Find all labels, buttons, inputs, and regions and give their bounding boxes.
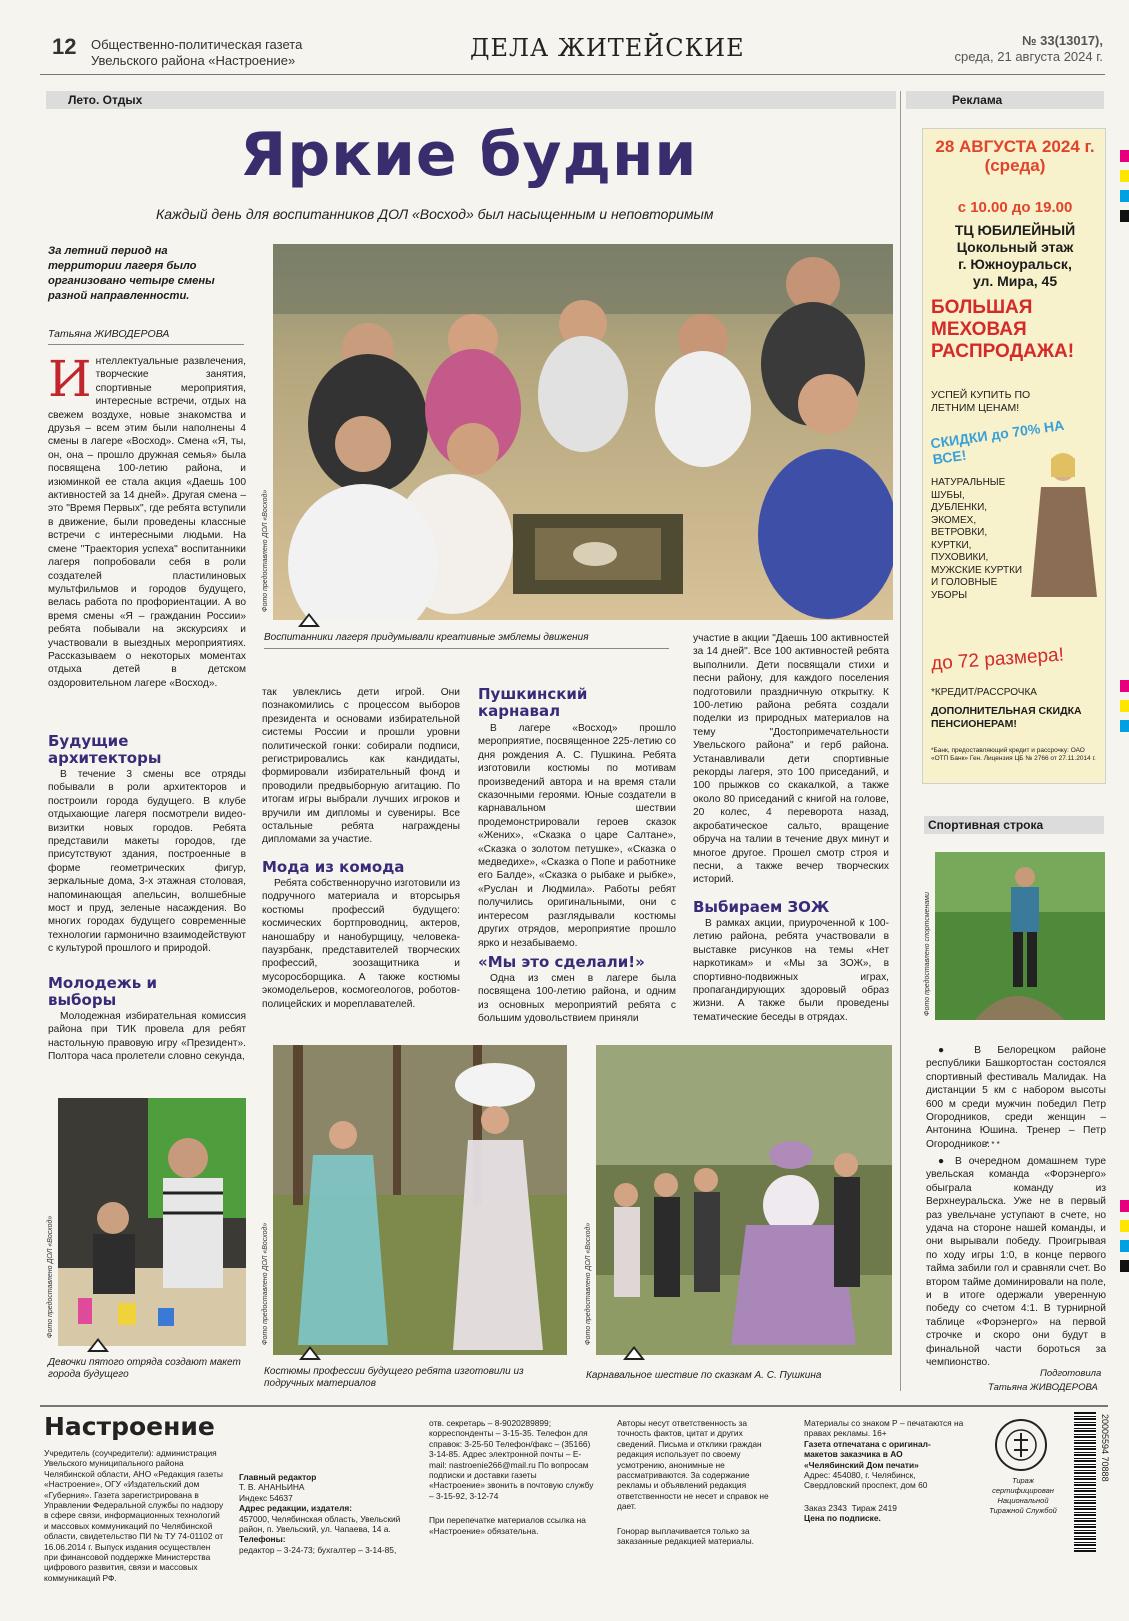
sport-rubric-bar xyxy=(924,816,1104,834)
girls-caption: Девочки пятого отряда создают макет города будущего xyxy=(48,1357,241,1380)
article-author: Татьяна ЖИВОДЕРОВА xyxy=(48,328,170,340)
barcode-bars xyxy=(1074,1412,1096,1552)
print-color-mark xyxy=(1120,700,1129,712)
main-caption-rule xyxy=(264,648,669,649)
page-header xyxy=(0,0,1129,90)
print-color-mark xyxy=(1120,190,1129,202)
drop-cap: И xyxy=(48,350,92,408)
footer-contacts: отв. секретарь – 8-9020289899; корреспонденты – 3-15-35. Телефон для справок: 3-25-50 Телефон/факс – (35166) 3-14-85. Адрес электронной почты – E-mail: nastroenie266@mail.ru По вопросам подписки и доставки газеты «Настроение» звонить в почтовую службу – 3-15-92, 3-12-74 При перепечатке материалов ссылка на «Настроение» обязательна. xyxy=(429,1418,594,1536)
footer xyxy=(44,1412,1114,1583)
ad-item: МУЖСКИЕ КУРТКИ xyxy=(931,564,1023,576)
barcode xyxy=(1074,1412,1108,1552)
caption-marker-main xyxy=(298,613,320,627)
ad-extra: ДОПОЛНИТЕЛЬНАЯ СКИДКА ПЕНСИОНЕРАМ! xyxy=(931,705,1082,730)
print-color-mark xyxy=(1120,1200,1129,1212)
girls-photo xyxy=(58,1098,246,1346)
girls-photo-credit: Фото предоставлено ДОЛ «Восход» xyxy=(47,1215,54,1338)
print-color-mark xyxy=(1120,150,1129,162)
publisher-line-2: Увельского района «Настроение» xyxy=(91,53,296,68)
footer-editor-block: Главный редактор Т. В. АНАНЬИНА Индекс 54637 Адрес редакции, издателя: 457000, Челябинская область, Увельский район, п. Увельский, ул. Чапаева, 14 а. Телефоны: редактор – 3-24-73; бухгалтер – 3-14-85, xyxy=(239,1472,401,1555)
ad-discount: СКИДКИ до 70% НА ВСЕ! xyxy=(929,416,1066,468)
issue-date: среда, 21 августа 2024 г. xyxy=(954,49,1103,64)
carnival-photo-image xyxy=(596,1045,892,1355)
main-photo-caption: Воспитанники лагеря придумывали креативные эмблемы движения xyxy=(264,632,589,643)
sport-photo-credit: Фото предоставлено спортсменами xyxy=(924,892,931,1016)
seal-caption: Тираж сертифицирован Национальной Тиражной Службой xyxy=(989,1476,1057,1515)
sport-photo xyxy=(935,852,1105,1020)
youth-text: Молодежная избирательная комиссия района при ТИК провела для ребят настольную правовую игру «Президент». Полтора часа пролетели словно секунда, xyxy=(48,1011,246,1063)
costumes-photo xyxy=(273,1045,567,1355)
caption-marker-girls xyxy=(87,1338,109,1352)
ad-rubric-bar xyxy=(906,91,1104,109)
ad-item: ДУБЛЕНКИ, xyxy=(931,502,988,513)
architects-heading: Будущие архитекторы xyxy=(48,732,162,767)
done-text: Одна из смен в лагере была посвящена 100-летию района, и одним из основных мероприятий ребята с большим удовольствием приняли xyxy=(478,973,676,1025)
fashion-heading: Мода из комода xyxy=(262,858,405,876)
main-photo-image xyxy=(273,244,893,620)
ad-sub: УСПЕЙ КУПИТЬ ПО ЛЕТНИМ ЦЕНАМ! xyxy=(931,389,1031,414)
intro-column xyxy=(48,350,246,690)
article-subtitle: Каждый день для воспитанников ДОЛ «Восход» был насыщенным и неповторимым xyxy=(156,206,714,222)
carnival-photo-credit: Фото предоставлено ДОЛ «Восход» xyxy=(585,1222,592,1345)
ad-place-2: Цокольный этаж xyxy=(956,239,1074,255)
ad-bank: *Банк, предоставляющий кредит и рассрочку: ОАО «ОТП Банк» Ген. Лицензия ЦБ № 2766 от 27.11.2014 г. xyxy=(931,747,1096,762)
article-lead: За летний период на территории лагеря было организовано четыре смены разной направленности. xyxy=(48,245,215,302)
carnival-photo xyxy=(596,1045,892,1355)
fur-sale-ad xyxy=(922,128,1106,784)
ad-item: И ГОЛОВНЫЕ УБОРЫ xyxy=(931,577,998,601)
print-color-mark xyxy=(1120,210,1129,222)
ad-place-4: ул. Мира, 45 xyxy=(972,273,1058,289)
print-color-mark xyxy=(1120,680,1129,692)
bullet-icon: ● xyxy=(938,1045,975,1056)
youth-heading: Молодежь и выборы xyxy=(48,974,157,1009)
main-photo-credit: Фото предоставлено ДОЛ «Восход» xyxy=(262,489,269,612)
caption-marker-costumes xyxy=(299,1346,321,1360)
barcode-number: 20005594 70888 xyxy=(1100,1414,1110,1482)
intro-text: нтеллектуальные развлечения, творческие занятия, спортивные мероприятия, интересные встречи, отдых на свежем воздухе, новые знакомства и друзья – всем этим были наполнены 4 смены в лагере «Восход». Смена «Я, ты, он, она – прошло дружная семья» была посвящена 100-летию района, и изюминкой ее стала акция «Даешь 100 активностей за 14 дней». Другая смена – это "Время Первых", где ребята вступили в движение, были проведены классные встречи с интересными людьми. На смене "Траектория успеха" воспитанники лагеря попробовали себя в роли создателей пластилиновых мультфильмов и городов будущего, велась работа по профориентации. А во время смены «Я – гражданин России» ребята побывали на экскурсиях и участвовали в выездных мероприятиях. Рассказываем о некоторых моментах отдыха детей в детском оздоровительном лагере «Восход». xyxy=(48,356,246,689)
print-color-mark xyxy=(1120,1240,1129,1252)
pushkin-heading: Пушкинский карнавал xyxy=(478,685,588,720)
fashion-text: Ребята собственноручно изготовили из подручного материала и вторсырья костюмы профессий будущего: космических бортпроводниц, актеров, наношабру и нанобурщицу, человека-паузрбанк, представителей творческих профессий, зоозащитника и мусоросборщика. А также костюмы экомодельеров, космогеологов, роботов-полицейских и мореплавателей. xyxy=(262,878,460,1010)
column-divider xyxy=(900,91,901,1391)
ad-item: НАТУРАЛЬНЫЕ ШУБЫ, xyxy=(931,477,1006,501)
footer-responsibility: Авторы несут ответственность за точность фактов, цитат и других сведений. Письма и отклики граждан редакция использует по своему усмотрению, анонимные не рассматриваются. За содержание рекламы и объявлений редакция ответственности не несет и справок не дает. Гонорар выплачивается только за заказанные редакцией материалы. xyxy=(617,1418,769,1547)
costumes-photo-image xyxy=(273,1045,567,1355)
ad-rubric: Реклама xyxy=(952,93,1003,107)
author-rule xyxy=(48,344,244,345)
bullet-icon: ● xyxy=(938,1156,956,1167)
sport-rubric: Спортивная строка xyxy=(928,818,1044,832)
print-color-mark xyxy=(1120,1220,1129,1232)
sport-item-2: ● В очередном домашнем туре увельская команда «Форэнерго» обыграла команду из Верхнеуральска. Уже не в первый раз увельчане уступают в счете, но удача на стороне нашей команды, и они вырывали победу. Проигрывая по ходу игры 1:0, в конце первого тайма забили гол и сравняли счет. Во втором тайме доминировали на поле, и в итоге одержали уверенную победу со счетом 4:1. В турнирной таблице «Форэнерго» на первой строчке и скоро они будут в финальной части бороться за чемпионство. xyxy=(926,1156,1107,1369)
done-continued: участие в акции "Даешь 100 активностей за 14 дней". Все 100 активностей ребята выполнили. Дети посвящали стихи и песни району, для каждого поселения подготовили праздничную открытку. К 100-летию района ребята создали поделки из природных материалов на тему "Достопримечательности Увельского района" и герб района. Устанавливали дети спортивные рекорды лагеря, это 100 приседаний, и 100 прыжков со скакалкой, а также около 80 приседаний с книгой на голове, 20 колес, 4 переворота назад, акробатическое сальто, вращение обруча на талии в течение двух минут и многое другое. Прошел смотр строя и песни, а также вечер творческих историй. xyxy=(693,633,889,886)
issue-number: № 33(13017), xyxy=(1022,33,1103,48)
ad-item: КУРТКИ, xyxy=(931,539,972,551)
page-number: 12 xyxy=(52,34,77,59)
header-rule xyxy=(40,74,1105,75)
footer-founders: Учредитель (соучредители): администрация Увельского муниципального района Челябинской области, АНО «Редакция газеты «Настроение», ОГУ «Издательский дом «Губерния». Газета зарегистрирована в Управлении Федеральной службы по надзору в сфере связи, информационных технологий и массовых коммуникаций по Челябинской области, свидетельство ПИ № ТУ 74-01102 от 16.06.2014 г. Выпуск издания осуществлен при финансовой поддержке Министерства цифрового развития, связи и массовых коммуникаций РФ. xyxy=(44,1448,224,1583)
sport-prepared-name: Татьяна ЖИВОДЕРОВА xyxy=(988,1382,1098,1393)
article-rubric-bar xyxy=(46,91,896,109)
carnival-caption: Карнавальное шествие по сказкам А. С. Пушкина xyxy=(586,1370,822,1381)
ad-item: ПУХОВИКИ, xyxy=(931,552,989,563)
publisher-line-1: Общественно-политическая газета xyxy=(91,37,303,52)
section-title: ДЕЛА ЖИТЕЙСКИЕ xyxy=(470,34,745,62)
ad-sizes: до 72 размера! xyxy=(930,644,1065,675)
zozh-text: В рамках акции, приуроченной к 100-летию района, ребята участвовали в выставке рисунков на темы «Нет наркотикам» и «Мы за ЗОЖ», в спортивно-подвижных играх, пропагандирующих здоровый образ жизни. А также были проведены тематические беседы в отрядах. xyxy=(693,918,889,1023)
pushkin-text: В лагере «Восход» прошло мероприятие, посвященное 225-летию со дня рождения А. С. Пушкина. Ребята изготовили костюмы по мотивам произведений автора и на время стали сказочными героями. Юные создатели в карнавальном шествии продемонстрировали героев сказок «Жених», «Сказка о царе Салтане», «Сказка о золотом петушке», «Сказка о медведихе», «Сказка о Попе и работнике его Балде», «Сказка о рыбаке и рыбке», «Руслан и Людмила». Работы ребят получились оригинальными, они с интересом разглядывали костюмы других отрядов, мероприятие прошло ярко и незабываемо. xyxy=(478,723,676,949)
sport-photo-image xyxy=(935,852,1105,1020)
certification-seal-icon xyxy=(994,1418,1048,1472)
ad-headline: БОЛЬШАЯ МЕХОВАЯ РАСПРОДАЖА! xyxy=(931,297,1075,362)
article-title: Яркие будни xyxy=(240,120,698,190)
ad-item: ЭКОМЕХ, xyxy=(931,514,977,526)
ad-place-3: г. Южноуральск, xyxy=(958,256,1072,272)
model-figure xyxy=(1023,447,1103,607)
costumes-caption: Костюмы профессии будущего ребята изготовили из подручных материалов xyxy=(264,1366,524,1389)
footer-print-info: Материалы со знаком Р – печатаются на правах рекламы. 16+ Газета отпечатана с оригинал-макетов заказчика в АО «Челябинский Дом печати» Адрес: 454080, г. Челябинск, Свердловский проспект, дом 60 Заказ 2343 Тираж 2419 Цена по подписке. xyxy=(804,1418,964,1524)
ad-place-1: ТЦ ЮБИЛЕЙНЫЙ xyxy=(954,222,1076,238)
sport-item-1: ● В Белорецком районе республики Башкортостан состоялся спортивный фестиваль Малидак. На дистанции 5 км с набором высоты 600 м среди мужчин победил Петр Огородников, среди женщин – Антонина Юшина. Тренер – Петр Огородников. xyxy=(926,1045,1106,1150)
done-heading: «Мы это сделали!» xyxy=(478,953,645,971)
costumes-photo-credit: Фото предоставлено ДОЛ «Восход» xyxy=(262,1222,269,1345)
main-photo xyxy=(273,244,893,620)
print-color-mark xyxy=(1120,170,1129,182)
print-color-mark xyxy=(1120,720,1129,732)
footer-rule xyxy=(40,1405,1108,1407)
ad-item-list xyxy=(931,477,1029,602)
ad-date: 28 АВГУСТА 2024 г. (среда) xyxy=(935,137,1095,175)
sport-prepared-label: Подготовила xyxy=(1040,1368,1102,1379)
architects-text: В течение 3 смены все отряды побывали в роли архитекторов и построили города будущего. В клубе отдыхающие лагеря посмотрели видео-визитки новых городов. Ребята представили макеты городов, где присутствуют здания, построенные в форме геометрических фигур, зеркальные дома, 3-х этажная столовая, напоминающая апельсин, волшебные мост и пруд, зеленые насаждения. Во многих городах будущего современные технологии гармонично взаимодействуют с культурой прошлого и природой. xyxy=(48,769,246,955)
caption-marker-carnival xyxy=(623,1346,645,1360)
girls-photo-image xyxy=(58,1098,246,1346)
ad-time: с 10.00 до 19.00 xyxy=(957,199,1073,216)
youth-continued: так увлеклись дети игрой. Они познакомились с процессом выборов президента и основами избирательной системы России и прошли уровни политической гонки: собирали подписи, регистрировались как кандидаты, формировали избирательный фонд и проводили предвыборную агитацию. По итогам игры выбрали лучших игроков и вручили им дипломы и сувениры. Все остальные ребята награждены дипломами за участие. xyxy=(262,687,460,846)
print-color-mark xyxy=(1120,1260,1129,1272)
sport-separator: * * * xyxy=(986,1140,1000,1149)
article-rubric: Лето. Отдых xyxy=(68,93,143,107)
ad-credit: *КРЕДИТ/РАССРОЧКА xyxy=(931,687,1037,698)
zozh-heading: Выбираем ЗОЖ xyxy=(693,898,830,916)
ad-item: ВЕТРОВКИ, xyxy=(931,527,988,538)
footer-logo: Настроение xyxy=(44,1412,215,1441)
